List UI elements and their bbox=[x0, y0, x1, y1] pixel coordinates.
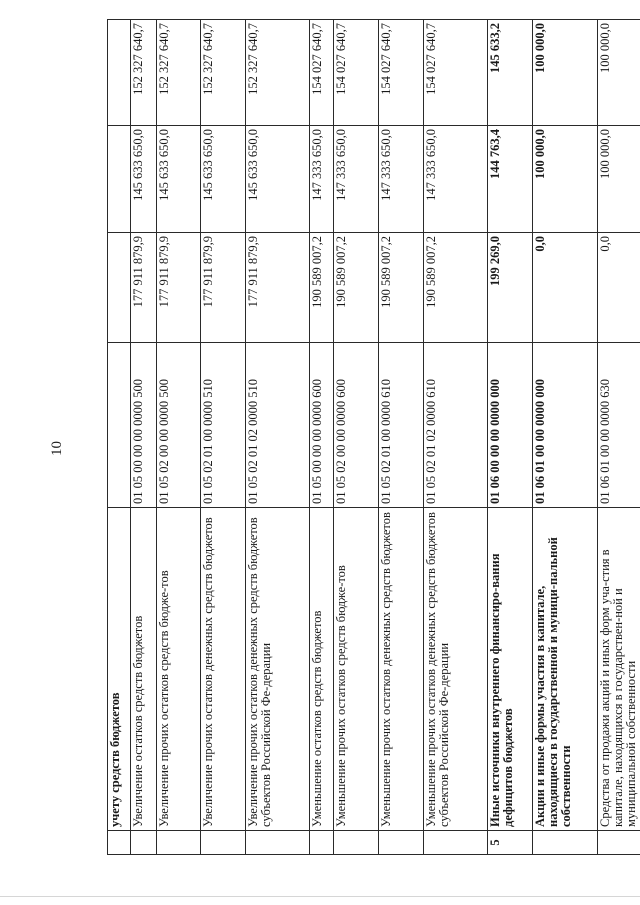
indicator-name-cell: Уменьшение прочих остатков денежных средств бюджетов bbox=[379, 508, 424, 831]
amount-cell-2: 147 333 650,0 bbox=[309, 126, 333, 233]
indicator-name-cell: Средства от продажи акций и иных форм уча-стия в капитале, находящихся в государствен-ной и муниципальной собственности bbox=[598, 508, 640, 831]
amount-cell-3: 100 000,0 bbox=[598, 20, 640, 126]
amount-cell-3: 152 327 640,7 bbox=[245, 20, 309, 126]
table-row bbox=[598, 20, 640, 855]
row-number-cell bbox=[333, 831, 378, 855]
amount-cell-2: 147 333 650,0 bbox=[379, 126, 424, 233]
budget-code-cell: 01 05 02 01 02 0000 510 bbox=[245, 343, 309, 508]
amount-cell-2 bbox=[108, 126, 131, 233]
row-number-cell bbox=[424, 831, 488, 855]
table-row bbox=[379, 20, 424, 855]
indicator-name-cell: Увеличение прочих остатков денежных средств бюджетов субъектов Российской Фе-дерации bbox=[245, 508, 309, 831]
amount-cell-3 bbox=[108, 20, 131, 126]
row-number-cell bbox=[245, 831, 309, 855]
indicator-name-cell: Уменьшение прочих остатков денежных средств бюджетов субъектов Российской Фе-дерации bbox=[424, 508, 488, 831]
budget-sources-table bbox=[107, 19, 640, 855]
amount-cell-1: 199 269,0 bbox=[488, 233, 533, 343]
scan-edge-line bbox=[0, 896, 640, 897]
budget-code-cell: 01 06 01 00 00 0000 000 bbox=[533, 343, 598, 508]
page-number: 10 bbox=[49, 441, 65, 456]
row-number-cell bbox=[131, 831, 156, 855]
amount-cell-2: 100 000,0 bbox=[598, 126, 640, 233]
budget-code-cell: 01 05 02 00 00 0000 600 bbox=[333, 343, 378, 508]
amount-cell-1: 177 911 879,9 bbox=[200, 233, 245, 343]
amount-cell-3: 152 327 640,7 bbox=[200, 20, 245, 126]
indicator-name-cell: учету средств бюджетов bbox=[108, 508, 131, 831]
row-number-cell bbox=[108, 831, 131, 855]
table-row bbox=[488, 20, 533, 855]
budget-code-cell: 01 05 02 01 00 0000 610 bbox=[379, 343, 424, 508]
amount-cell-1: 0,0 bbox=[533, 233, 598, 343]
indicator-name-cell: Увеличение остатков средств бюджетов bbox=[131, 508, 156, 831]
amount-cell-2: 145 633 650,0 bbox=[131, 126, 156, 233]
row-number-cell bbox=[379, 831, 424, 855]
amount-cell-3: 100 000,0 bbox=[533, 20, 598, 126]
amount-cell-3: 154 027 640,7 bbox=[333, 20, 378, 126]
table-row bbox=[131, 20, 156, 855]
budget-code-cell: 01 05 00 00 00 0000 500 bbox=[131, 343, 156, 508]
budget-code-cell: 01 05 02 01 02 0000 610 bbox=[424, 343, 488, 508]
table-row bbox=[108, 20, 131, 855]
indicator-name-cell: Уменьшение прочих остатков средств бюдже-тов bbox=[333, 508, 378, 831]
amount-cell-1: 177 911 879,9 bbox=[245, 233, 309, 343]
indicator-name-cell: Увеличение прочих остатков средств бюдже-тов bbox=[156, 508, 200, 831]
rotated-table-container bbox=[107, 20, 640, 855]
amount-cell-1: 177 911 879,9 bbox=[156, 233, 200, 343]
indicator-name-cell: Увеличение прочих остатков денежных средств бюджетов bbox=[200, 508, 245, 831]
budget-code-cell: 01 05 02 01 00 0000 510 bbox=[200, 343, 245, 508]
row-number-cell: 5 bbox=[488, 831, 533, 855]
table-row bbox=[309, 20, 333, 855]
row-number-cell bbox=[156, 831, 200, 855]
budget-code-cell: 01 05 00 00 00 0000 600 bbox=[309, 343, 333, 508]
amount-cell-1: 190 589 007,2 bbox=[309, 233, 333, 343]
amount-cell-3: 152 327 640,7 bbox=[156, 20, 200, 126]
row-number-cell bbox=[309, 831, 333, 855]
amount-cell-2: 145 633 650,0 bbox=[156, 126, 200, 233]
amount-cell-2: 145 633 650,0 bbox=[245, 126, 309, 233]
amount-cell-2: 145 633 650,0 bbox=[200, 126, 245, 233]
budget-code-cell bbox=[108, 343, 131, 508]
table-row bbox=[333, 20, 378, 855]
indicator-name-cell: Иные источники внутреннего финансиро-вания дефицитов бюджетов bbox=[488, 508, 533, 831]
row-number-cell bbox=[533, 831, 598, 855]
table-row bbox=[245, 20, 309, 855]
amount-cell-1: 190 589 007,2 bbox=[333, 233, 378, 343]
amount-cell-2: 100 000,0 bbox=[533, 126, 598, 233]
amount-cell-3: 154 027 640,7 bbox=[309, 20, 333, 126]
amount-cell-1: 190 589 007,2 bbox=[424, 233, 488, 343]
amount-cell-2: 147 333 650,0 bbox=[333, 126, 378, 233]
budget-code-cell: 01 05 02 00 00 0000 500 bbox=[156, 343, 200, 508]
table-row bbox=[156, 20, 200, 855]
amount-cell-2: 144 763,4 bbox=[488, 126, 533, 233]
indicator-name-cell: Акции и иные формы участия в капитале, находящиеся в государственной и муници-пальной собственности bbox=[533, 508, 598, 831]
table-body bbox=[108, 20, 640, 855]
table-row bbox=[533, 20, 598, 855]
indicator-name-cell: Уменьшение остатков средств бюджетов bbox=[309, 508, 333, 831]
row-number-cell bbox=[598, 831, 640, 855]
table-row bbox=[200, 20, 245, 855]
amount-cell-3: 152 327 640,7 bbox=[131, 20, 156, 126]
budget-code-cell: 01 06 00 00 00 0000 000 bbox=[488, 343, 533, 508]
table-row bbox=[424, 20, 488, 855]
row-number-cell bbox=[200, 831, 245, 855]
amount-cell-1 bbox=[108, 233, 131, 343]
amount-cell-2: 147 333 650,0 bbox=[424, 126, 488, 233]
amount-cell-3: 154 027 640,7 bbox=[424, 20, 488, 126]
amount-cell-1: 0,0 bbox=[598, 233, 640, 343]
amount-cell-1: 190 589 007,2 bbox=[379, 233, 424, 343]
budget-code-cell: 01 06 01 00 00 0000 630 bbox=[598, 343, 640, 508]
amount-cell-3: 145 633,2 bbox=[488, 20, 533, 126]
amount-cell-1: 177 911 879,9 bbox=[131, 233, 156, 343]
amount-cell-3: 154 027 640,7 bbox=[379, 20, 424, 126]
